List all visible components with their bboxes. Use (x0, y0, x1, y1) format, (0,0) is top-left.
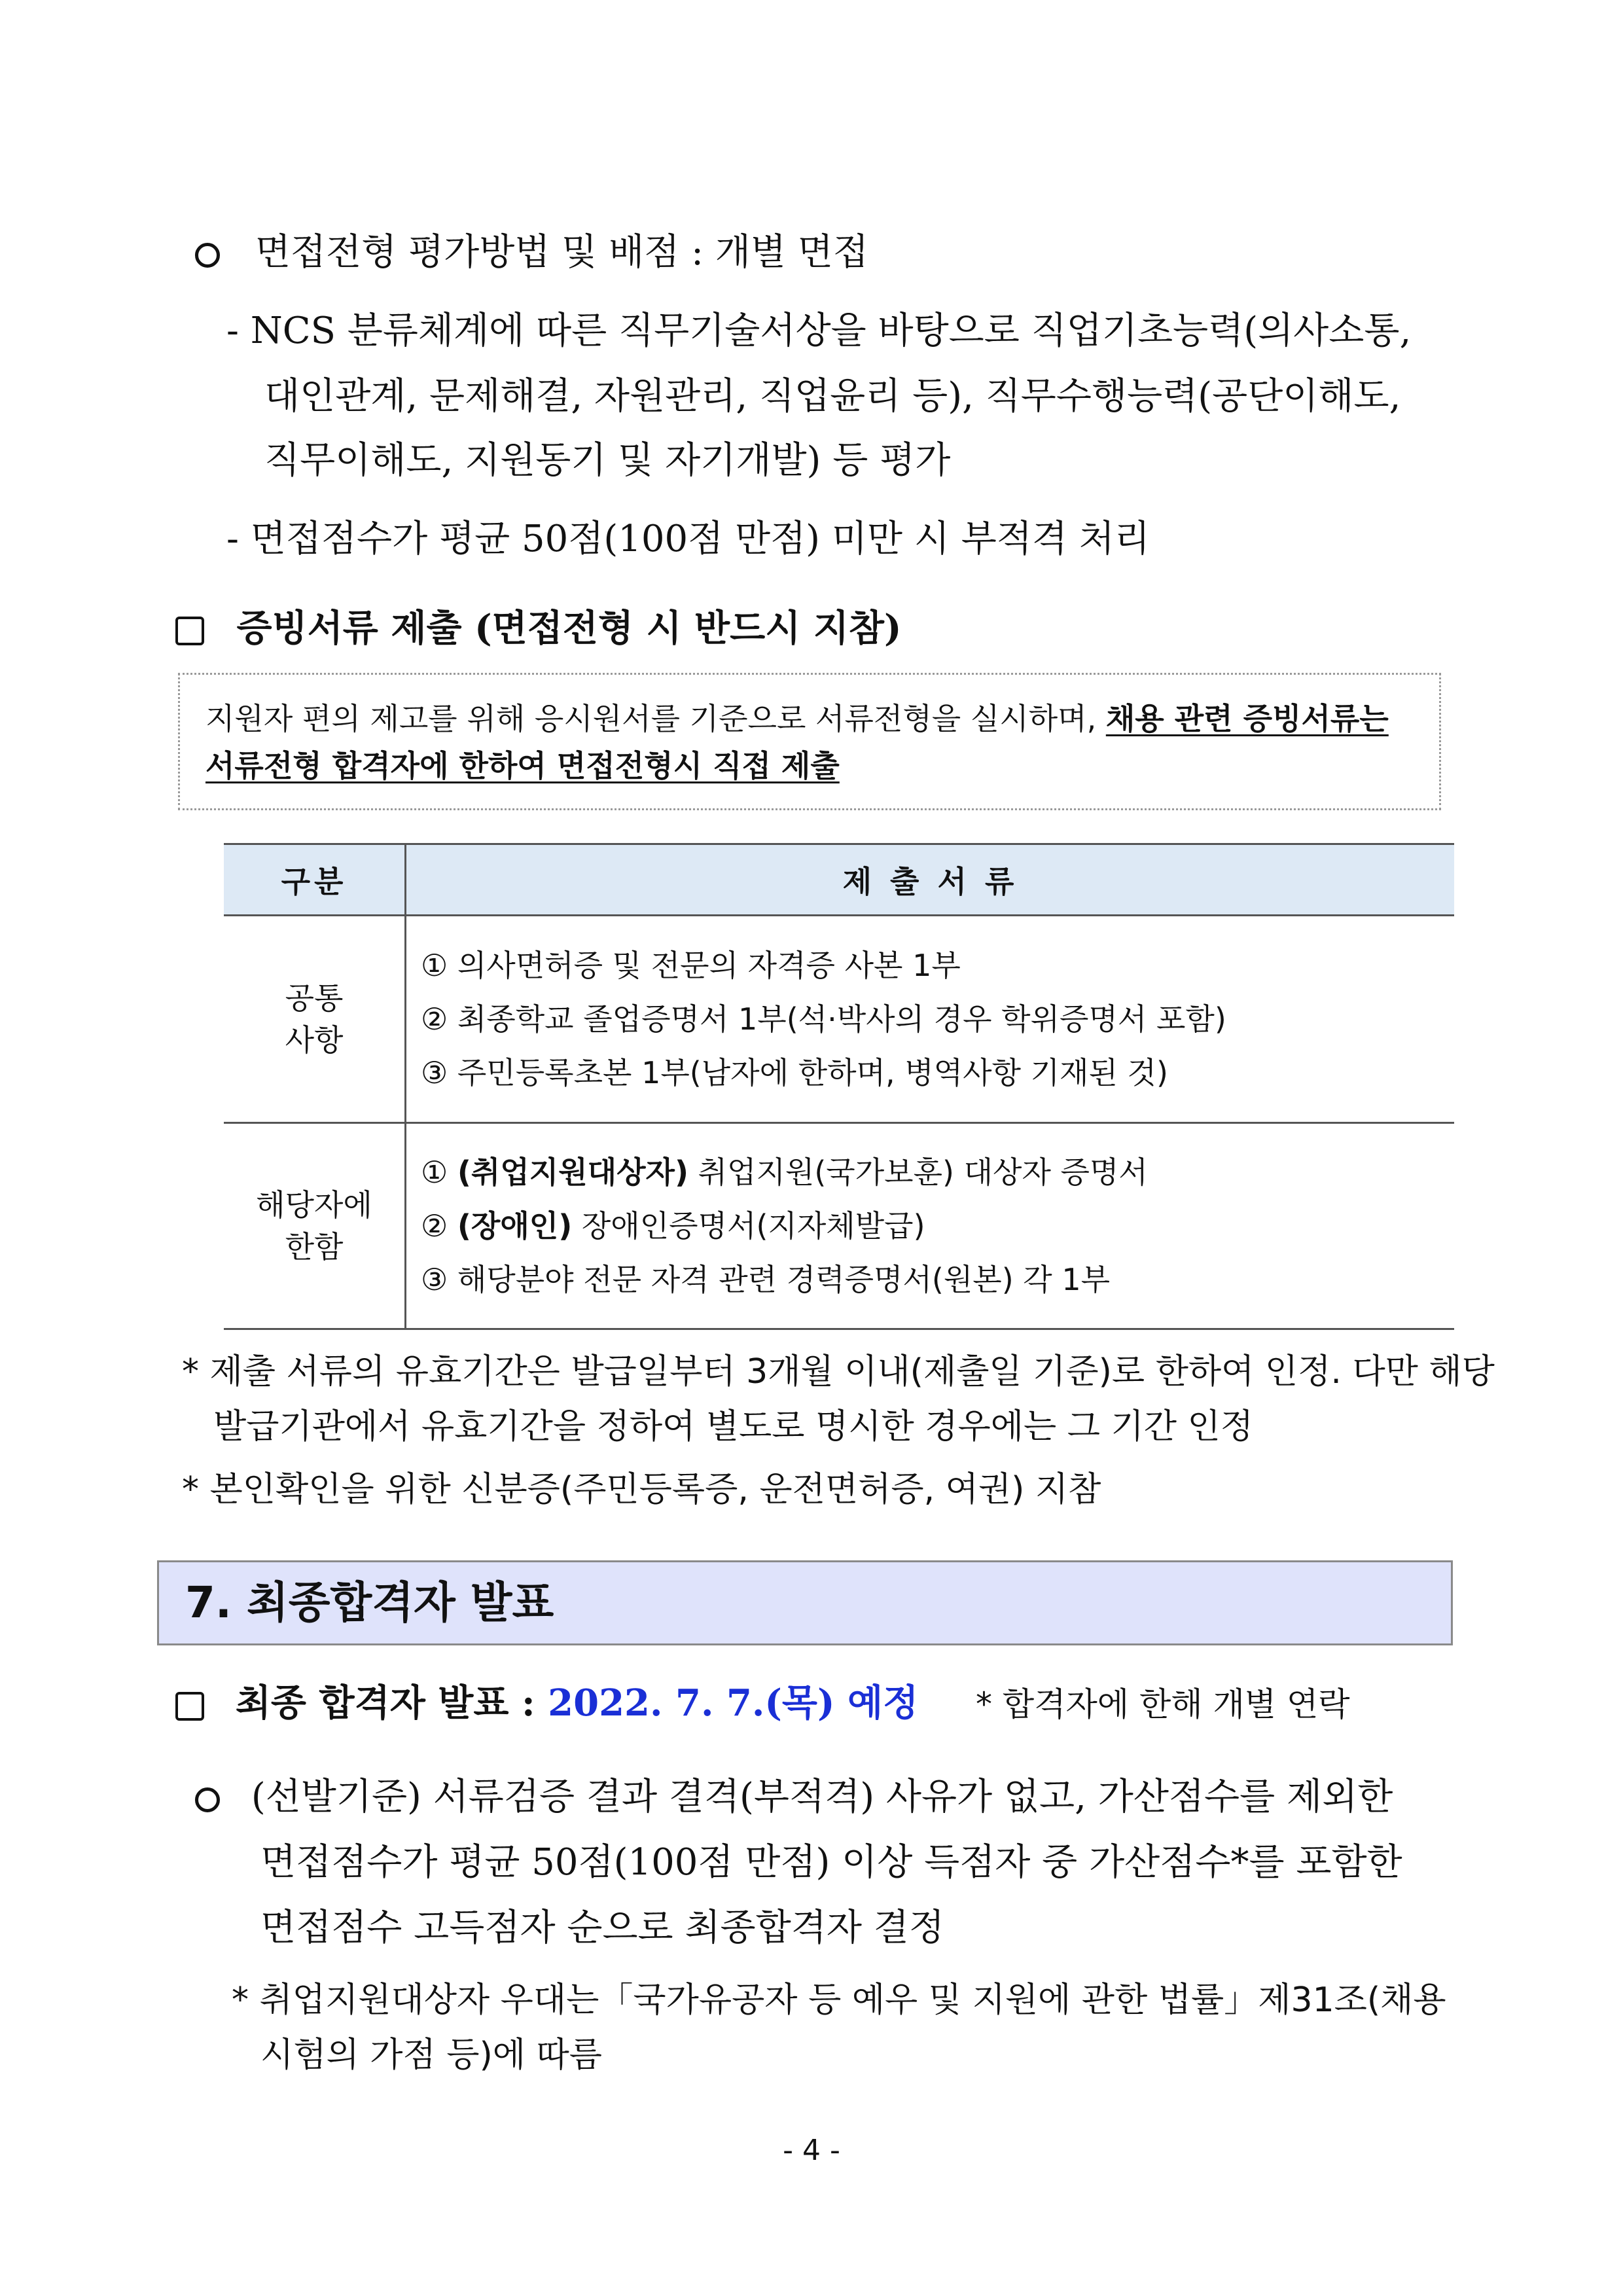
square-bullet-icon (175, 617, 204, 645)
evidence-heading: 증빙서류 제출 (면접전형 시 반드시 지참) (236, 607, 902, 650)
criteria-line3: 면접점수 고득점자 순으로 최종합격자 결정 (260, 1907, 944, 1949)
interview-item1-line2: 대인관계, 문제해결, 자원관리, 직업윤리 등), 직무수행능력(공단이해도, (264, 375, 1401, 418)
evidence-heading-line (175, 602, 902, 655)
table-header-documents: 제 출 서 류 (406, 844, 1455, 916)
interview-item1-line1: - NCS 분류체계에 따른 직무기술서상을 바탕으로 직업기초능력(의사소통, (226, 310, 1412, 352)
interview-heading-line (195, 226, 868, 279)
square-bullet-icon (175, 1692, 204, 1721)
notice-box (178, 673, 1441, 810)
document-item (421, 1253, 1454, 1306)
item-number: ② (421, 1208, 457, 1244)
item-number: ① (421, 1155, 457, 1190)
footnote-line1: * 취업지원대상자 우대는「국가유공자 등 예우 및 지원에 관한 법률」제31조(채용 (232, 1981, 1446, 2020)
item-number: ③ (421, 1262, 457, 1297)
category-line: 한함 (285, 1229, 344, 1265)
page-number: - 4 - (783, 2134, 840, 2167)
validity-note-line2: 발급기관에서 유효기간을 정하여 별도로 명시한 경우에는 그 기간 인정 (213, 1407, 1253, 1446)
section-7-title: 7. 최종합격자 발표 (185, 1577, 554, 1628)
announcement-label: 최종 합격자 발표 : (235, 1681, 548, 1725)
row-documents (406, 916, 1455, 1123)
category-line: 공통 (285, 980, 344, 1016)
footnote-line2: 시험의 가점 등)에 따름 (260, 2036, 602, 2075)
criteria-line1 (195, 1771, 1393, 1823)
category-line: 해당자에 (256, 1187, 372, 1223)
row-documents (406, 1123, 1455, 1329)
interview-item2: - 면접점수가 평균 50점(100점 만점) 미만 시 부적격 처리 (226, 518, 1150, 560)
table-header-row (224, 844, 1454, 916)
notice-line1 (205, 698, 1389, 740)
section-7-bar (157, 1560, 1453, 1645)
document-item: ③ 주민등록초본 1부(남자에 한하며, 병역사항 기재된 것) (421, 1055, 1168, 1090)
documents-table (224, 843, 1454, 1330)
table-header-category: 구분 (224, 844, 406, 916)
document-item (421, 1145, 1454, 1199)
validity-note-line1: * 제출 서류의 유효기간은 발급일부터 3개월 이내(제출일 기준)로 한하여 인정. 다만 해당 (182, 1352, 1495, 1391)
circle-bullet-icon (195, 1787, 220, 1812)
document-item: ② 최종학교 졸업증명서 1부(석·박사의 경우 학위증명서 포함) (421, 1001, 1226, 1037)
announcement-line (175, 1677, 1350, 1731)
interview-item1-line3: 직무이해도, 지원동기 및 자기개발) 등 평가 (264, 439, 951, 482)
announcement-note: * 합격자에 한해 개별 연락 (976, 1685, 1350, 1723)
criteria-line2: 면접점수가 평균 50점(100점 만점) 이상 득점자 중 가산점수*를 포함한 (260, 1841, 1402, 1884)
interview-heading: 면접전형 평가방법 및 배점 : 개별 면접 (255, 231, 868, 274)
category-line: 사항 (285, 1022, 344, 1058)
document-item: ① 의사면허증 및 전문의 자격증 사본 1부 (421, 948, 961, 983)
id-note: * 본인확인을 위한 신분증(주민등록증, 운전면허증, 여권) 지참 (182, 1470, 1101, 1509)
item-text: 장애인증명서(지자체발급) (572, 1208, 925, 1244)
row-category (224, 916, 406, 1123)
circle-bullet-icon (195, 243, 220, 268)
table-row (224, 1123, 1454, 1329)
item-text: 취업지원(국가보훈) 대상자 증명서 (688, 1155, 1148, 1190)
announcement-date: 2022. 7. 7.(목) 예정 (548, 1681, 919, 1725)
document-item (421, 1199, 1454, 1253)
notice-emphasis-2: 서류전형 합격자에 한하여 면접전형시 직접 제출 (205, 748, 840, 783)
notice-emphasis-1: 채용 관련 증빙서류는 (1105, 701, 1389, 736)
row-category (224, 1123, 406, 1329)
item-qualifier: (장애인) (457, 1208, 573, 1244)
item-qualifier: (취업지원대상자) (457, 1155, 688, 1190)
notice-plain-text: 지원자 편의 제고를 위해 응시원서를 기준으로 서류전형을 실시하며, (205, 701, 1106, 736)
table-row (224, 916, 1454, 1123)
item-text: 해당분야 전문 자격 관련 경력증명서(원본) 각 1부 (457, 1262, 1111, 1297)
criteria-text-1: (선발기준) 서류검증 결과 결격(부적격) 사유가 없고, 가산점수를 제외한 (251, 1776, 1393, 1818)
